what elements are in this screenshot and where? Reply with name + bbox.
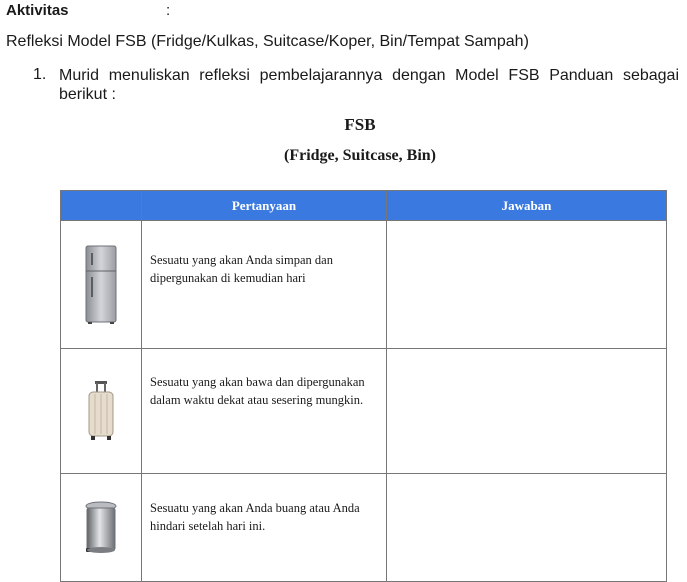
- instruction-number: 1.: [33, 66, 47, 83]
- fridge-cell: [61, 221, 142, 349]
- trash-bin-icon: [83, 500, 119, 556]
- question-bin: Sesuatu yang akan Anda buang atau Anda hindari setelah hari ini.: [142, 474, 387, 582]
- answer-suitcase[interactable]: [387, 349, 667, 474]
- header-answer: Jawaban: [387, 191, 667, 221]
- question-suitcase: Sesuatu yang akan bawa dan dipergunakan dalam waktu dekat atau sesering mungkin.: [142, 349, 387, 474]
- table-row: [61, 349, 667, 474]
- activity-colon: :: [166, 2, 171, 19]
- header-icon-column: [61, 191, 142, 221]
- fsb-title: FSB: [344, 115, 376, 134]
- fsb-subtitle: (Fridge, Suitcase, Bin): [284, 147, 436, 164]
- fsb-table: [60, 190, 667, 582]
- subtitle: Refleksi Model FSB (Fridge/Kulkas, Suitcase/Koper, Bin/Tempat Sampah): [6, 33, 529, 50]
- activity-label: Aktivitas: [6, 2, 69, 19]
- answer-fridge[interactable]: [387, 221, 667, 349]
- table-row: [61, 474, 667, 582]
- instruction-text: Murid menuliskan refleksi pembelajarannya dengan Model FSB Panduan sebagai berikut :: [59, 67, 679, 103]
- suitcase-cell: [61, 349, 142, 474]
- question-fridge: Sesuatu yang akan Anda simpan dan dipergunakan di kemudian hari: [142, 221, 387, 349]
- bin-cell: [61, 474, 142, 582]
- answer-bin[interactable]: [387, 474, 667, 582]
- table-row: [61, 221, 667, 349]
- header-question: Pertanyaan: [142, 191, 387, 221]
- suitcase-icon: [86, 380, 116, 442]
- fridge-icon: [84, 245, 118, 325]
- table-header-row: [61, 191, 667, 221]
